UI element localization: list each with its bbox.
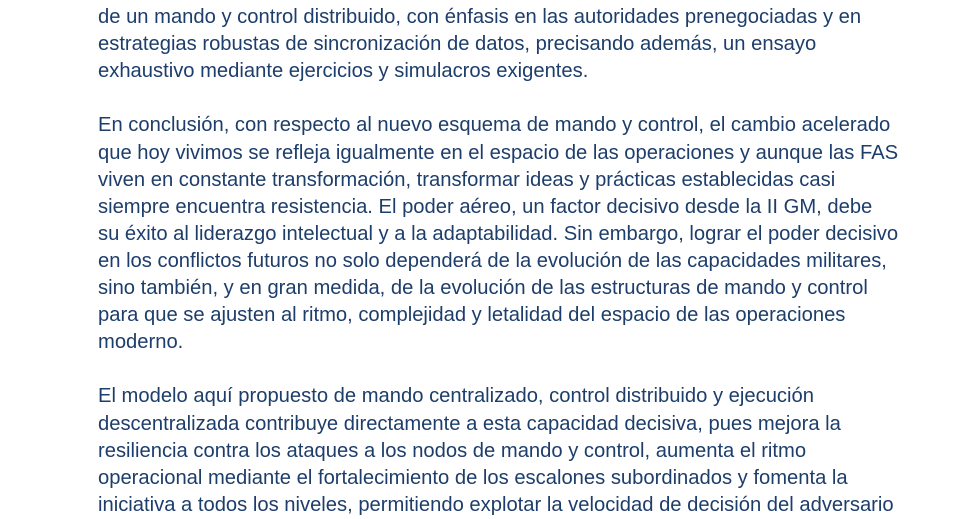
text-line: su éxito al liderazgo intelectual y a la adaptabilidad. Sin embargo, lograr el poder decisivo	[98, 222, 899, 245]
paragraph-conclusion	[98, 112, 898, 356]
text-line: descentralizada contribuye directamente a esta capacidad decisiva, pues mejora la	[98, 412, 841, 435]
paragraph-partial-top	[98, 0, 898, 85]
text-line: exhaustivo mediante ejercicios y simulacros exigentes.	[98, 60, 589, 83]
text-line: que hoy vivimos se refleja igualmente en el espacio de las operaciones y aunque las FAS	[98, 141, 899, 164]
paragraph-model	[98, 383, 898, 518]
paragraph-spacer	[98, 356, 898, 383]
text-line: iniciativa a todos los niveles, permitiendo explotar la velocidad de decisión del adversario	[98, 493, 894, 516]
text-line: estrategias robustas de sincronización de datos, precisando además, un ensayo	[98, 33, 817, 56]
document-body	[98, 0, 898, 519]
text-line: moderno.	[98, 331, 184, 354]
text-line: en los conflictos futuros no solo dependerá de la evolución de las capacidades militares,	[98, 249, 887, 272]
text-line: El modelo aquí propuesto de mando centralizado, control distribuido y ejecución	[98, 385, 814, 408]
text-line: sino también, y en gran medida, de la evolución de las estructuras de mando y control	[98, 277, 868, 300]
text-line: operacional mediante el fortalecimiento de los escalones subordinados y fomenta la	[98, 466, 848, 489]
text-line: En conclusión, con respecto al nuevo esquema de mando y control, el cambio acelerado	[98, 114, 891, 137]
text-line: viven en constante transformación, transformar ideas y prácticas establecidas casi	[98, 168, 836, 191]
text-line: siempre encuentra resistencia. El poder aéreo, un factor decisivo desde la II GM, debe	[98, 195, 873, 218]
text-line: resiliencia contra los ataques a los nodos de mando y control, aumenta el ritmo	[98, 439, 807, 462]
text-line: para que se ajusten al ritmo, complejidad y letalidad del espacio de las operaciones	[98, 304, 846, 327]
text-line: de un mando y control distribuido, con énfasis en las autoridades prenegociadas y en	[98, 6, 862, 29]
paragraph-spacer	[98, 85, 898, 112]
